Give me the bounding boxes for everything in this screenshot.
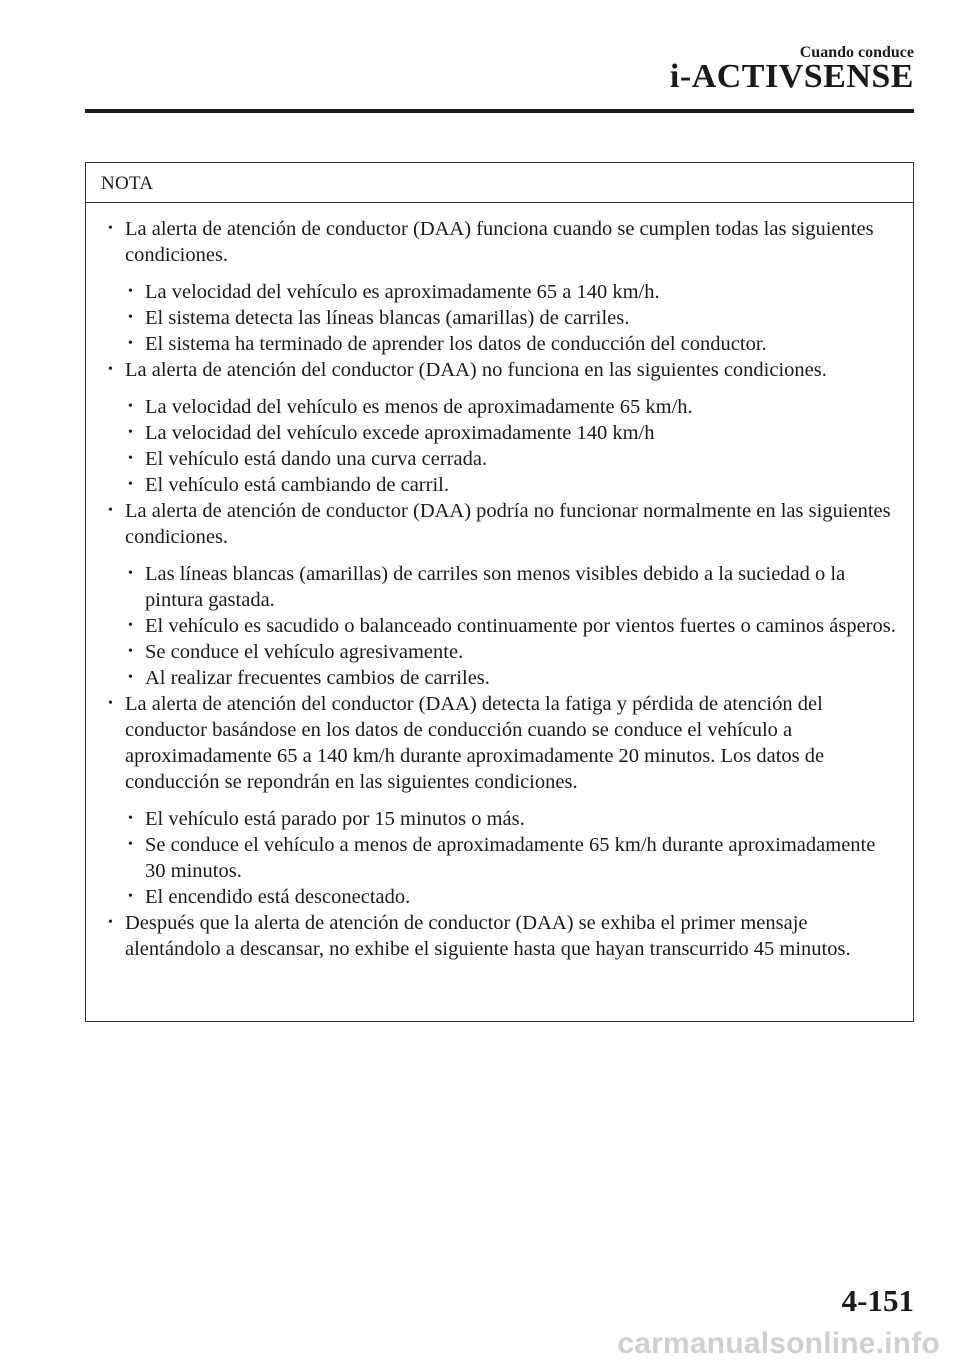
note-sub-item: • El vehículo está cambiando de carril. — [128, 472, 897, 498]
chapter-title: i-ACTIVSENSE — [669, 58, 914, 95]
note-sub-item: • Las líneas blancas (amarillas) de carriles son menos visibles debido a la suciedad o la pintura gastada. — [128, 561, 897, 613]
note-item — [108, 691, 897, 795]
note-item — [108, 357, 897, 383]
note-item-text: • La alerta de atención del conductor (DAA) detecta la fatiga y pérdida de atención del conductor basándose en los datos de conducción cuando se conduce el vehículo a aproximadamente 65 a 140 km/h durante aproximadamente 20 minutos. Los datos de conducción se repondrán en las siguientes condiciones. — [125, 693, 825, 793]
note-sub-item: • Se conduce el vehículo a menos de aproximadamente 65 km/h durante aproximadamente 30 minutos. — [128, 832, 897, 884]
note-sub-list — [128, 806, 897, 910]
note-heading: NOTA — [86, 163, 913, 203]
note-item — [108, 216, 897, 268]
note-sub-list — [128, 394, 897, 498]
note-sub-list — [128, 561, 897, 691]
section-label: Cuando conduce — [799, 44, 914, 61]
header-rule — [85, 109, 914, 113]
note-sub-item: • El vehículo está dando una curva cerrada. — [128, 446, 897, 472]
note-sub-item: • Al realizar frecuentes cambios de carriles. — [128, 665, 897, 691]
note-item — [108, 910, 897, 962]
note-sub-item: • El sistema ha terminado de aprender los datos de conducción del conductor. — [128, 331, 897, 357]
note-item-text: • La alerta de atención de conductor (DAA) podría no funcionar normalmente en las siguientes condiciones. — [125, 500, 891, 548]
note-item — [108, 498, 897, 550]
note-sub-item: • La velocidad del vehículo excede aproximadamente 140 km/h — [128, 420, 897, 446]
note-box — [85, 162, 914, 1022]
note-sub-item: • El encendido está desconectado. — [128, 884, 897, 910]
note-sub-item: • El vehículo está parado por 15 minutos o más. — [128, 806, 897, 832]
page-number: 4-151 — [841, 1283, 914, 1318]
note-sub-item: • La velocidad del vehículo es aproximadamente 65 a 140 km/h. — [128, 279, 897, 305]
note-sub-item: • Se conduce el vehículo agresivamente. — [128, 639, 897, 665]
note-body — [86, 203, 913, 962]
watermark: carmanualsonline.info — [617, 1327, 940, 1360]
note-sub-item: • El vehículo es sacudido o balanceado continuamente por vientos fuertes o caminos ásperos. — [128, 613, 897, 639]
note-item-text: • La alerta de atención del conductor (DAA) no funciona en las siguientes condiciones. — [125, 359, 827, 381]
note-item-text: • La alerta de atención de conductor (DAA) funciona cuando se cumplen todas las siguientes condiciones. — [125, 218, 874, 266]
note-sub-list — [128, 279, 897, 357]
note-sub-item: • El sistema detecta las líneas blancas (amarillas) de carriles. — [128, 305, 897, 331]
note-sub-item: • La velocidad del vehículo es menos de aproximadamente 65 km/h. — [128, 394, 897, 420]
note-item-text: • Después que la alerta de atención de conductor (DAA) se exhiba el primer mensaje alentándolo a descansar, no exhibe el siguiente hasta que hayan transcurrido 45 minutos. — [125, 912, 851, 960]
